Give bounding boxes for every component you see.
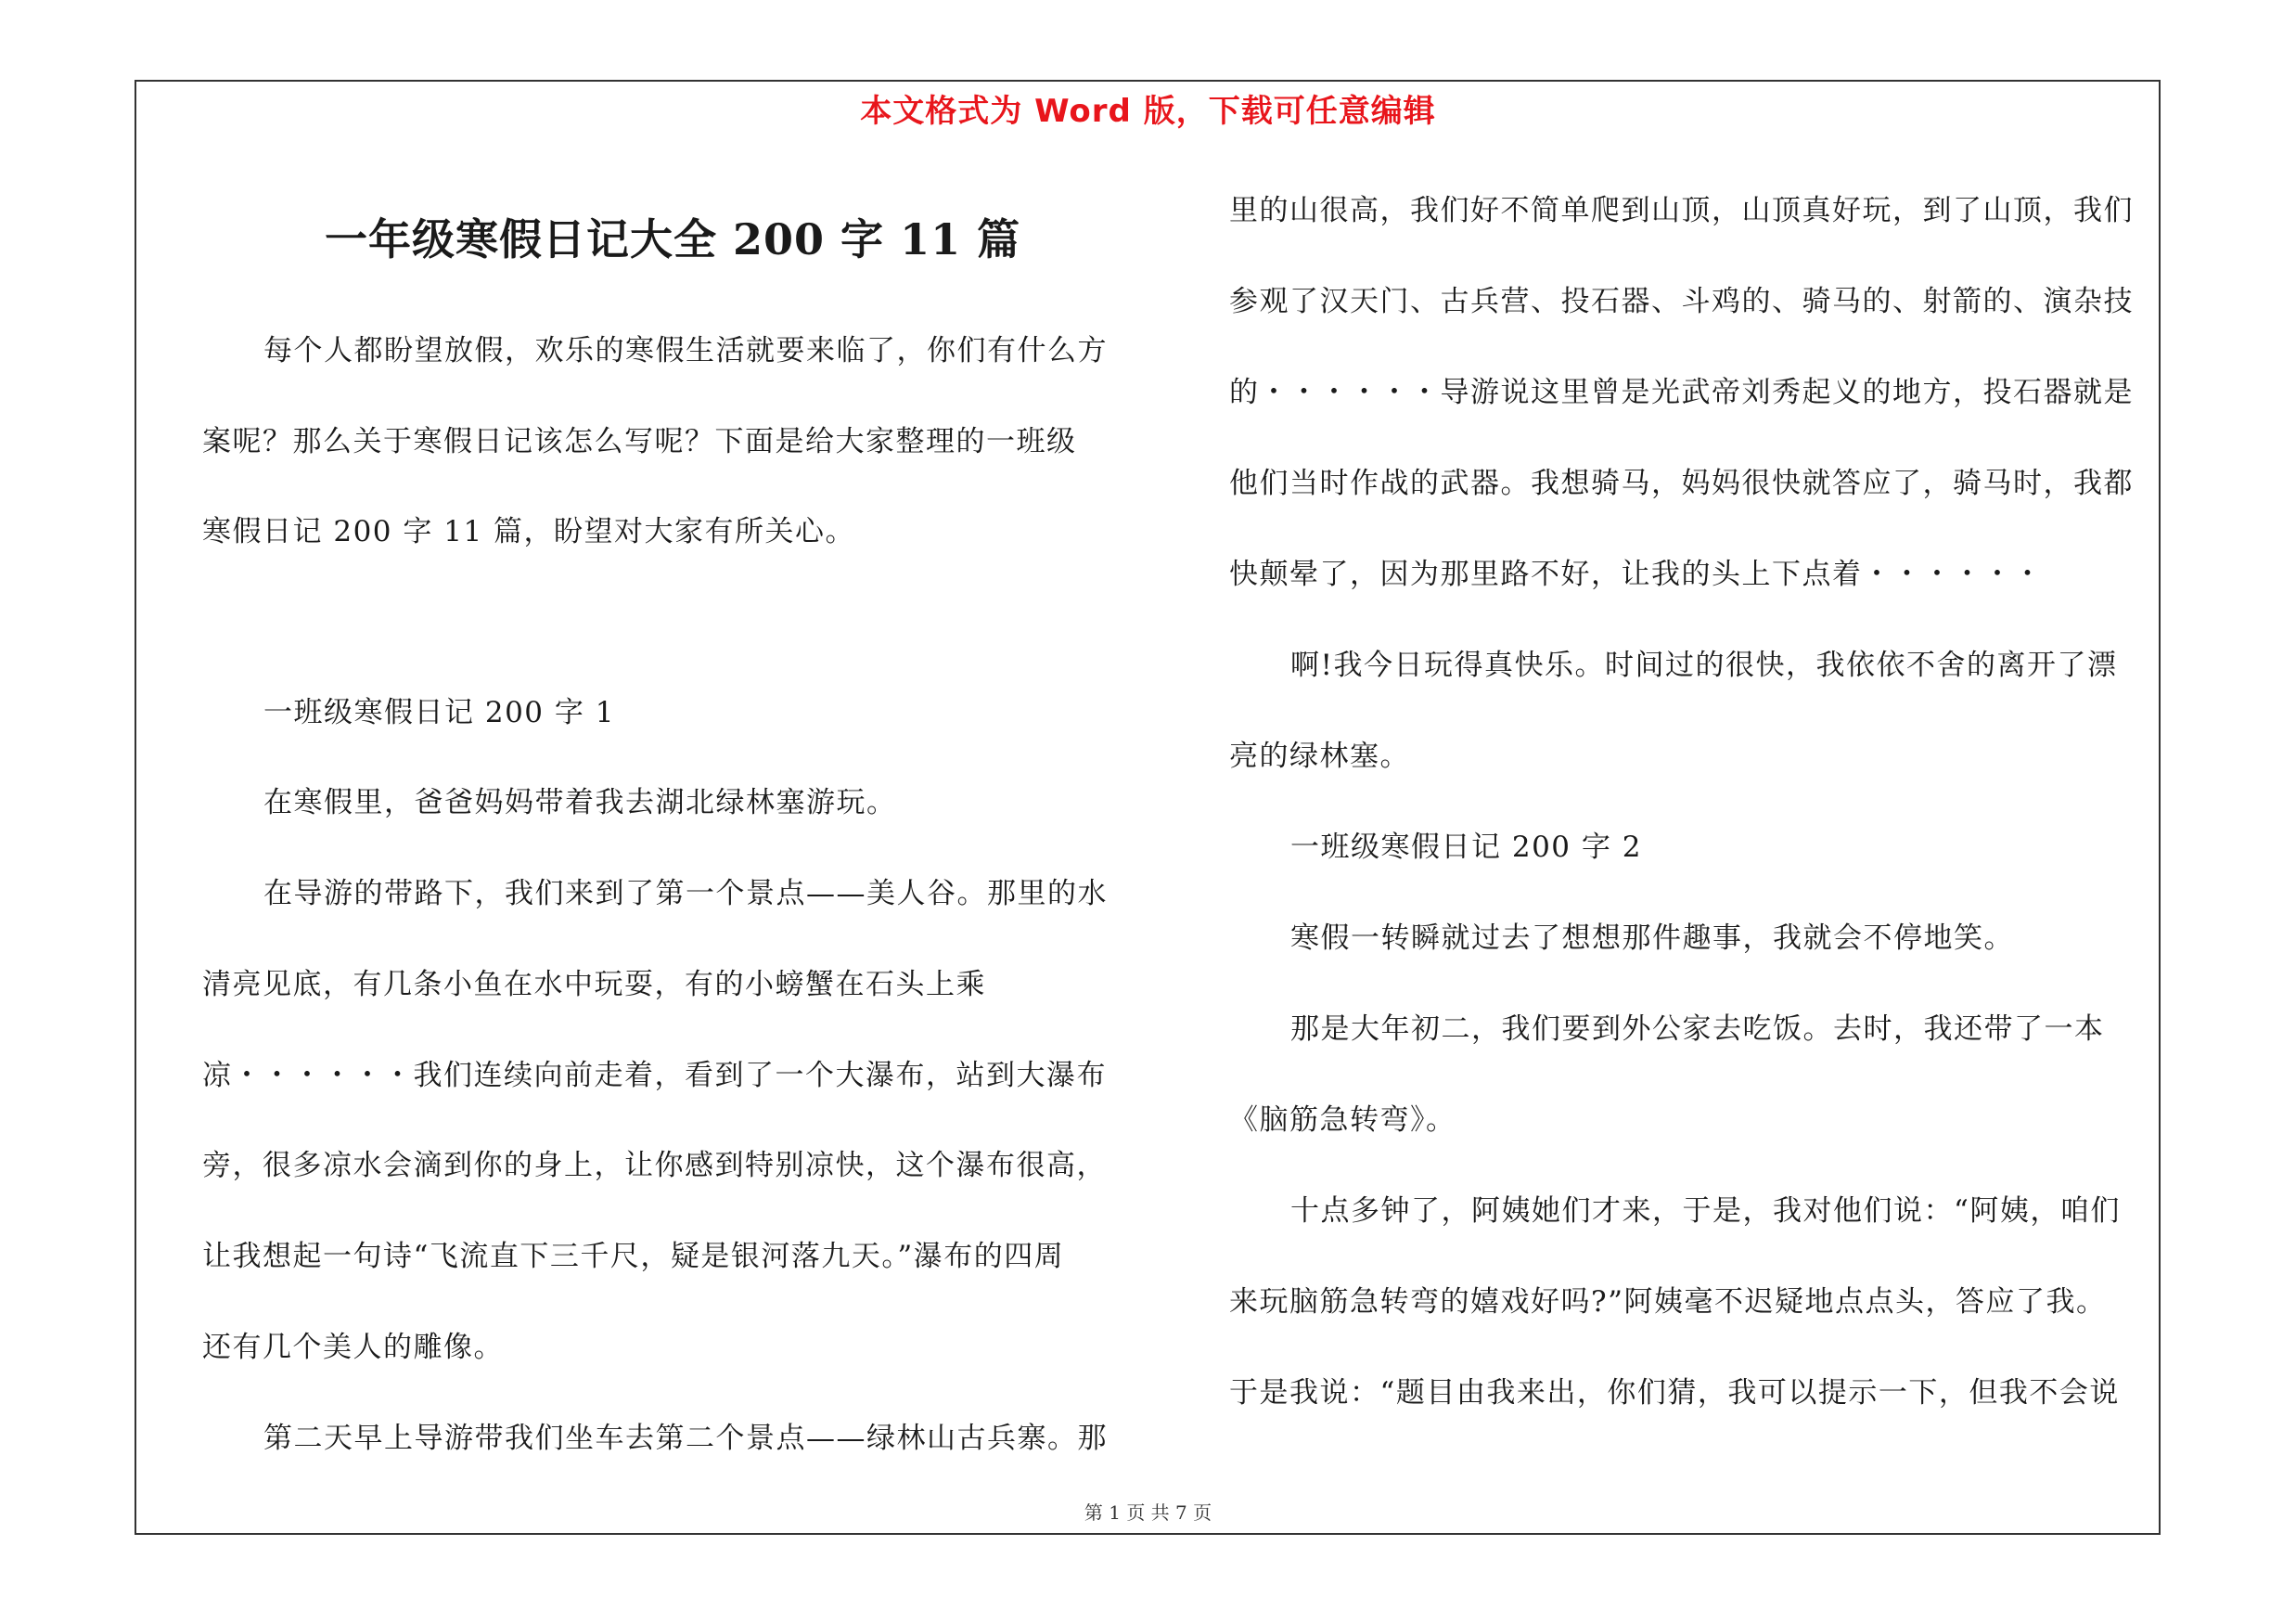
- text-line: 清亮见底，有几条小鱼在水中玩耍，有的小螃蟹在石头上乘: [202, 968, 986, 1001]
- text-line: 于是我说：“题目由我来出，你们猜，我可以提示一下，但我不会说: [1229, 1376, 2120, 1410]
- text-line: 快颠晕了，因为那里路不好，让我的头上下点着・・・・・・: [1229, 558, 2044, 591]
- section-heading: 一班级寒假日记 200 字 1: [263, 696, 615, 729]
- text-line: 里的山很高，我们好不简单爬到山顶，山顶真好玩，到了山顶，我们: [1229, 194, 2134, 227]
- text-line: 在寒假里，爸爸妈妈带着我去湖北绿林塞游玩。: [263, 786, 897, 819]
- text-line: 亮的绿林塞。: [1229, 740, 1410, 773]
- document-title: 一年级寒假日记大全 200 字 11 篇: [325, 214, 1021, 264]
- text-line: 的・・・・・・导游说这里曾是光武帝刘秀起义的地方，投石器就是: [1229, 376, 2134, 409]
- text-line: 还有几个美人的雕像。: [202, 1331, 504, 1364]
- text-line: 《脑筋急转弯》。: [1229, 1103, 1456, 1137]
- text-line: 参观了汉天门、古兵营、投石器、斗鸡的、骑马的、射箭的、演杂技: [1229, 285, 2134, 318]
- text-line: 案呢？那么关于寒假日记该怎么写呢？下面是给大家整理的一班级: [202, 425, 1077, 458]
- text-line: 来玩脑筋急转弯的嬉戏好吗?”阿姨毫不迟疑地点点头，答应了我。: [1229, 1285, 2107, 1319]
- text-line: 每个人都盼望放假，欢乐的寒假生活就要来临了，你们有什么方: [263, 334, 1108, 367]
- text-line: 凉・・・・・・我们连续向前走着，看到了一个大瀑布，站到大瀑布: [202, 1059, 1107, 1092]
- text-line: 寒假一转瞬就过去了想想那件趣事，我就会不停地笑。: [1290, 921, 2014, 955]
- section-heading: 一班级寒假日记 200 字 2: [1290, 831, 1642, 864]
- text-line: 寒假日记 200 字 11 篇，盼望对大家有所关心。: [202, 515, 856, 548]
- format-banner: 本文格式为 Word 版，下载可任意编辑: [860, 93, 1436, 130]
- text-line: 在导游的带路下，我们来到了第一个景点——美人谷。那里的水: [263, 877, 1108, 910]
- text-line: 第二天早上导游带我们坐车去第二个景点——绿林山古兵寨。那: [263, 1422, 1108, 1455]
- text-line: 旁，很多凉水会滴到你的身上，让你感到特别凉快，这个瀑布很高，: [202, 1149, 1107, 1182]
- text-line: 那是大年初二，我们要到外公家去吃饭。去时，我还带了一本: [1290, 1012, 2105, 1046]
- text-line: 十点多钟了，阿姨她们才来，于是，我对他们说：“阿姨，咱们: [1290, 1194, 2121, 1228]
- text-line: 让我想起一句诗“飞流直下三千尺，疑是银河落九天。”瀑布的四周: [202, 1240, 1065, 1273]
- page-number-footer: 第 1 页 共 7 页: [1084, 1501, 1212, 1524]
- text-line: 啊!我今日玩得真快乐。时间过的很快，我依依不舍的离开了漂: [1290, 649, 2118, 682]
- text-line: 他们当时作战的武器。我想骑马，妈妈很快就答应了，骑马时，我都: [1229, 467, 2134, 500]
